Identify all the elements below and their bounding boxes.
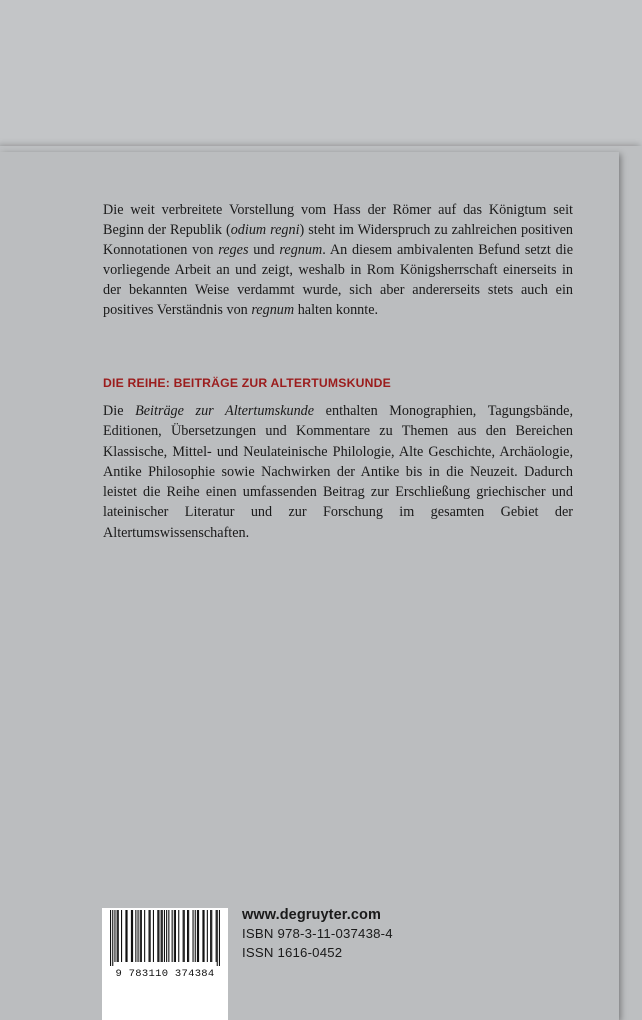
barcode-bar: [219, 910, 220, 966]
isbn-number: ISBN 978-3-11-037438-4: [242, 926, 393, 941]
barcode-bar: [117, 910, 118, 962]
blurb-italic-term: regnum: [251, 302, 295, 318]
publisher-info: [242, 905, 393, 962]
barcode-bar: [125, 910, 126, 962]
barcode-bar: [164, 910, 165, 962]
barcode-bar: [135, 910, 136, 962]
barcode-bar: [144, 910, 145, 962]
barcode-bar: [127, 910, 128, 962]
barcode-bar: [166, 910, 167, 962]
barcode-bar: [118, 910, 119, 962]
series-text: Die: [103, 403, 136, 419]
barcode-bar: [175, 910, 176, 962]
barcode-bar: [195, 910, 196, 962]
barcode-bar: [138, 910, 139, 962]
barcode: [102, 908, 228, 1020]
barcode-bar: [172, 910, 173, 962]
blurb-text: und: [248, 242, 280, 258]
barcode-bar: [217, 910, 218, 966]
barcode-bar: [161, 910, 162, 962]
series-description: [103, 401, 573, 543]
barcode-bar: [211, 910, 212, 962]
barcode-digits: 9 783110 374384: [115, 968, 215, 980]
barcode-bar: [150, 910, 151, 962]
barcode-bar: [141, 910, 142, 962]
blurb-italic-term: reges: [218, 242, 249, 258]
issn-number: ISSN 1616-0452: [242, 944, 343, 960]
barcode-bar: [140, 910, 141, 962]
barcode-bar: [114, 910, 115, 962]
barcode-bar: [210, 910, 211, 962]
barcode-bar: [197, 910, 198, 962]
blurb-text: halten konnte.: [294, 302, 379, 318]
barcode-bar: [168, 910, 169, 962]
barcode-bar: [178, 910, 179, 962]
barcode-bar: [207, 910, 208, 962]
barcode-bar: [202, 910, 203, 962]
series-text: enthalten Monographien, Tagungsbände, Editionen, Übersetzungen und Kommentare zu Themen aus den Bereichen Klassische, Mittel- und Neulateinische Philologie, Alte Geschichte, Archäologie, Antike Philosophie sowie Nachwirken der Antike bis in die Neuzeit. Dadurch leistet die Reihe einen umfassenden Beitrag zur Erschließung griechischer und lateinischer Literatur und zur Forschung im gesamten Gebiet der Altertumswissenschaften.: [103, 403, 573, 541]
barcode-bars: [110, 910, 220, 966]
blurb-text: . An diesem ambivalenten Befund setzt die vorliegende Arbeit an und zeigt, weshalb in Rom Königsherrschaft einerseits in der bekannten Weise verdammt wurde, sich aber andererseits stets auch ein positives Verständnis von: [103, 242, 574, 318]
barcode-bar: [198, 910, 199, 962]
barcode-bar: [193, 910, 194, 962]
barcode-bar: [204, 910, 205, 962]
barcode-bar: [131, 910, 132, 962]
barcode-bar: [188, 910, 189, 962]
barcode-bar: [110, 910, 111, 966]
barcode-bar: [132, 910, 133, 962]
barcode-bar: [112, 910, 113, 966]
barcode-bar: [153, 910, 154, 962]
barcode-bar: [187, 910, 188, 962]
blurb-italic-term: regnum: [279, 242, 323, 258]
barcode-bar: [121, 910, 122, 962]
publisher-url: www.degruyter.com: [242, 907, 381, 923]
blurb-text: Die weit verbreitete Vorstellung vom Hass der Römer auf das Königtum seit Beginn der Republik (: [103, 202, 573, 238]
barcode-bar: [183, 910, 184, 962]
barcode-bar: [157, 910, 158, 962]
series-heading: DIE REIHE: BEITRÄGE ZUR ALTERTUMSKUNDE: [103, 376, 391, 390]
blurb-italic-term: odium regni: [230, 222, 300, 238]
series-italic-title: Beiträge zur Altertumskunde: [135, 403, 315, 419]
barcode-bar: [149, 910, 150, 962]
barcode-bar: [184, 910, 185, 962]
barcode-bar: [158, 910, 159, 962]
barcode-bar: [216, 910, 217, 962]
book-blurb: [103, 200, 573, 320]
blurb-text: ) steht im Widerspruch zu zahlreichen positiven Konnotationen von: [103, 222, 573, 258]
barcode-bar: [162, 910, 163, 962]
barcode-bar: [174, 910, 175, 962]
